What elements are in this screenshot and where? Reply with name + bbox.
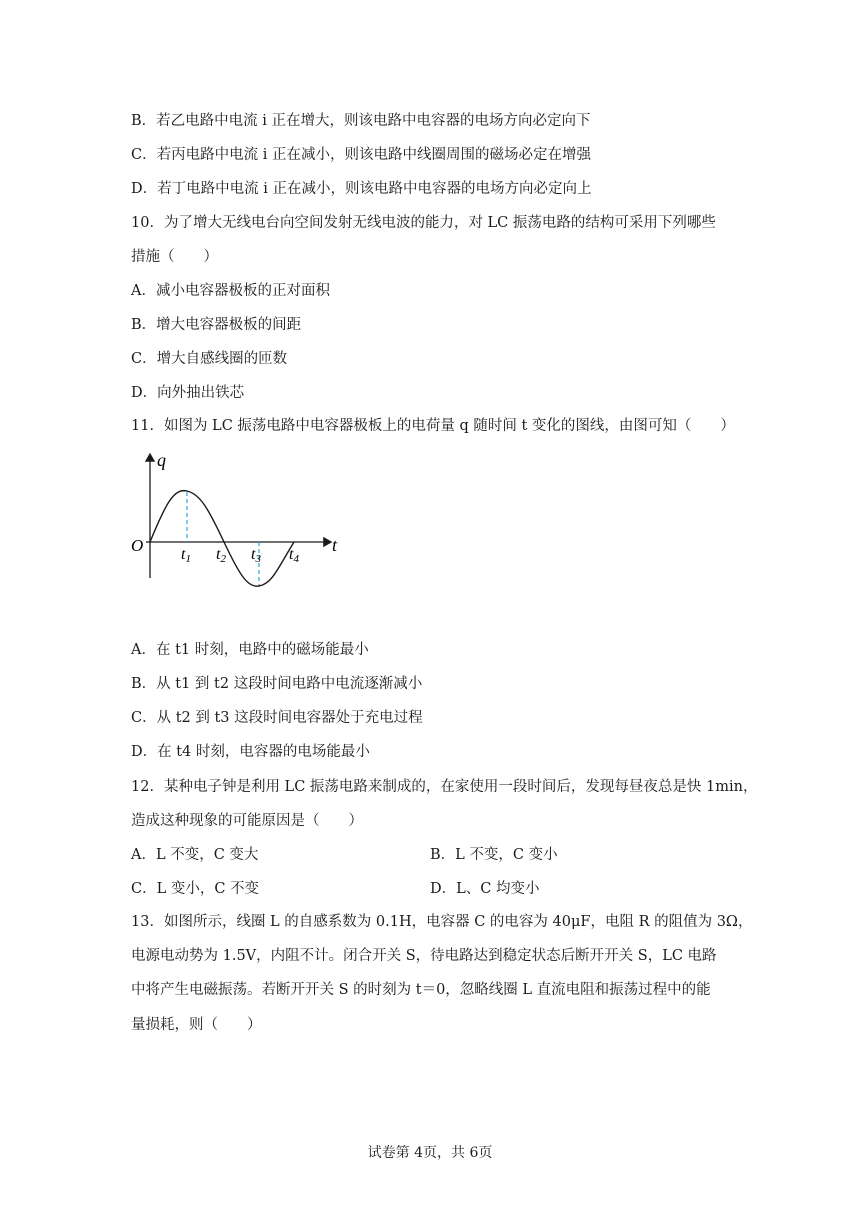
origin-label: O — [131, 536, 144, 555]
q13-line4: 量损耗，则（ ） — [131, 1017, 262, 1033]
q10-option-d: D．向外抽出铁芯 — [131, 385, 245, 401]
q9-option-c: C．若丙电路中电流 i 正在减小，则该电路中线圈周围的磁场必定在增强 — [131, 147, 591, 163]
q13-line2: 电源电动势为 1.5V，内阻不计。闭合开关 S，待电路达到稳定状态后断开开关 S，LC 电路 — [131, 948, 717, 964]
q10-option-c: C．增大自感线圈的匝数 — [131, 351, 288, 367]
q11-option-d: D．在 t4 时刻，电容器的电场能最小 — [131, 744, 370, 760]
q10-option-a: A．减小电容器极板的正对面积 — [131, 283, 330, 299]
q12-option-b: B．L 不变，C 变小 — [430, 847, 558, 863]
q11-option-c: C．从 t2 到 t3 这段时间电容器处于充电过程 — [131, 710, 423, 726]
t4-label: t4 — [289, 546, 299, 565]
q10-option-b: B．增大电容器极板的间距 — [131, 317, 302, 333]
t2-label: t2 — [216, 546, 226, 565]
q10-stem-line1: 10．为了增大无线电台向空间发射无线电波的能力，对 LC 振荡电路的结构可采用下列哪些 — [131, 215, 716, 231]
q11-option-a: A．在 t1 时刻，电路中的磁场能最小 — [131, 642, 369, 658]
q12-option-a: A．L 不变，C 变大 — [131, 847, 259, 863]
q9-option-d: D．若丁电路中电流 i 正在减小，则该电路中电容器的电场方向必定向上 — [131, 181, 592, 197]
q12-option-c: C．L 变小，C 不变 — [131, 881, 260, 897]
q11-stem: 11．如图为 LC 振荡电路中电容器极板上的电荷量 q 随时间 t 变化的图线，由图可知（ ） — [131, 418, 735, 434]
q13-line3: 中将产生电磁振荡。若断开开关 S 的时刻为 t＝0，忽略线圈 L 直流电阻和振荡过程中的能 — [131, 982, 711, 998]
q11-option-b: B．从 t1 到 t2 这段时间电路中电流逐渐减小 — [131, 676, 423, 692]
t1-label: t1 — [181, 546, 191, 565]
page-footer: 试卷第 4页，共 6页 — [367, 1145, 493, 1161]
t3-label: t3 — [251, 546, 261, 565]
t-axis-label: t — [332, 535, 338, 555]
q-axis-label: q — [157, 450, 166, 470]
charge-curve — [150, 491, 294, 587]
q12-stem-line2: 造成这种现象的可能原因是（ ） — [131, 813, 363, 829]
q9-option-b: B．若乙电路中电流 i 正在增大，则该电路中电容器的电场方向必定向下 — [131, 113, 591, 129]
q13-line1: 13．如图所示，线圈 L 的自感系数为 0.1H，电容器 C 的电容为 40μF，电阻 R 的阻值为 3Ω， — [131, 914, 753, 930]
q12-stem-line1: 12．某种电子钟是利用 LC 振荡电路来制成的，在家使用一段时间后，发现每昼夜总是快 1min， — [131, 779, 758, 795]
q10-stem-line2: 措施（ ） — [131, 249, 218, 265]
q-t-graph — [126, 448, 351, 598]
q12-option-d: D．L、C 均变小 — [430, 881, 540, 897]
